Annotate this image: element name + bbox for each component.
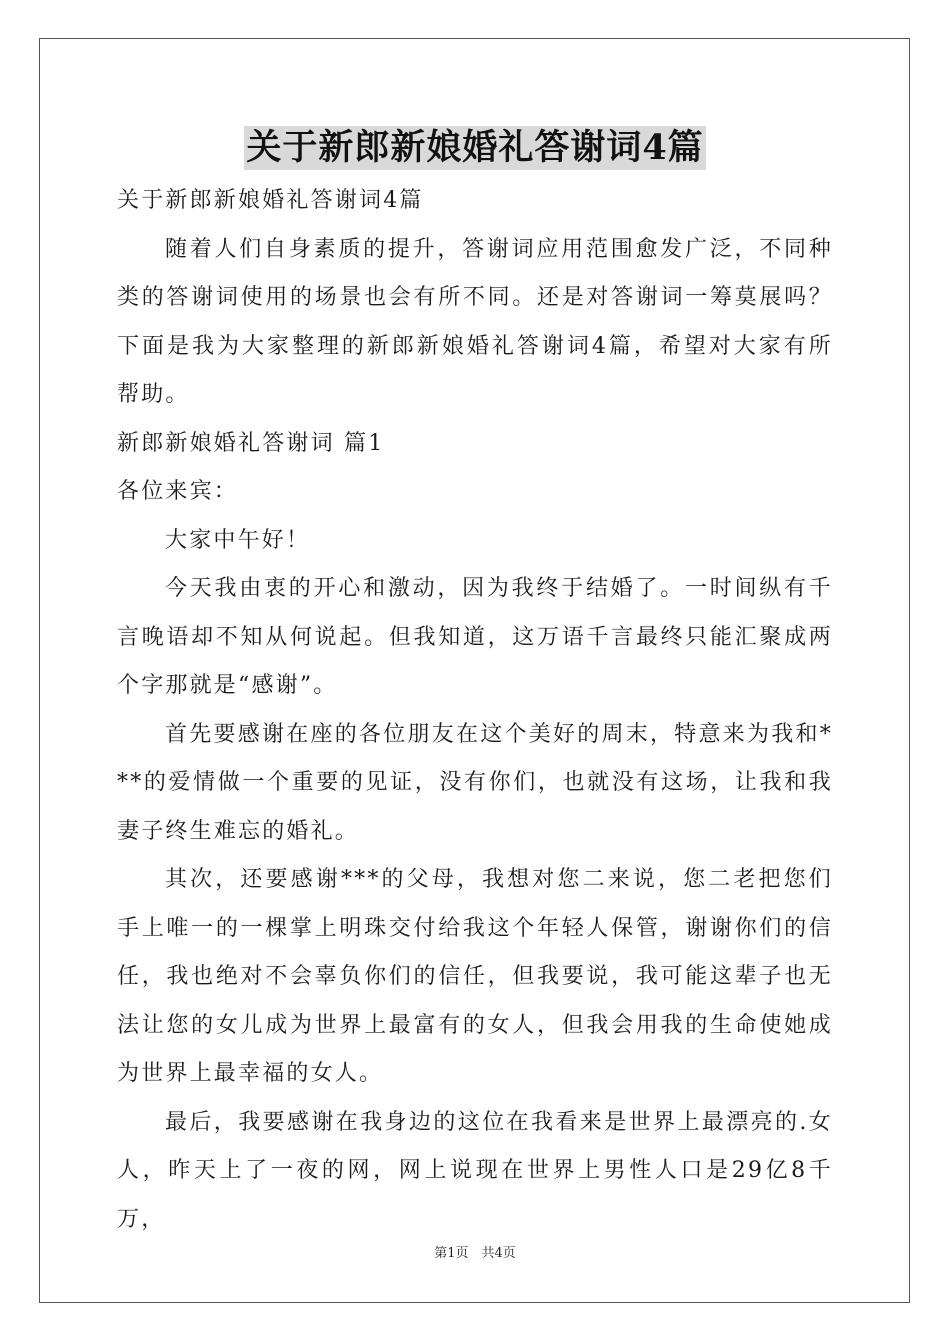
page-footer <box>0 1245 950 1263</box>
paragraph: 今天我由衷的开心和激动，因为我终于结婚了。一时间纵有千言晚语却不知从何说起。但我知道，这万语千言最终只能汇聚成两个字那就是“感谢”。 <box>117 576 833 698</box>
salutation: 各位来宾： <box>117 479 239 504</box>
document-title: 关于新郎新娘婚礼答谢词4篇 <box>246 127 704 168</box>
document-body <box>117 177 833 1244</box>
paragraph: 关于新郎新娘婚礼答谢词4篇 <box>117 188 424 213</box>
paragraph: 其次，还要感谢***的父母，我想对您二来说，您二老把您们手上唯一的一棵掌上明珠交付给我这个年轻人保管，谢谢你们的信任，我也绝对不会辜负你们的信任，但我要说，我可能这辈子也无法让您的女儿成为世界上最富有的女人，但我会用我的生命使她成为世界上最幸福的女人。 <box>117 867 833 1086</box>
title-container <box>0 126 950 170</box>
paragraph: 首先要感谢在座的各位朋友在这个美好的周末，特意来为我和***的爱情做一个重要的见证，没有你们，也就没有这场，让我和我妻子终生难忘的婚礼。 <box>117 721 833 844</box>
page-number: 第1页 共4页 <box>434 1246 516 1261</box>
paragraph: 最后，我要感谢在我身边的这位在我看来是世界上最漂亮的.女人，昨天上了一夜的网，网上说现在世界上男性人口是29亿8千万， <box>117 1109 833 1232</box>
paragraph: 随着人们自身素质的提升，答谢词应用范围愈发广泛，不同种类的答谢词使用的场景也会有所不同。还是对答谢词一筹莫展吗？下面是我为大家整理的新郎新娘婚礼答谢词4篇，希望对大家有所帮助。 <box>117 236 833 407</box>
section-heading: 新郎新娘婚礼答谢词 篇1 <box>117 430 385 456</box>
paragraph: 大家中午好！ <box>165 527 311 553</box>
